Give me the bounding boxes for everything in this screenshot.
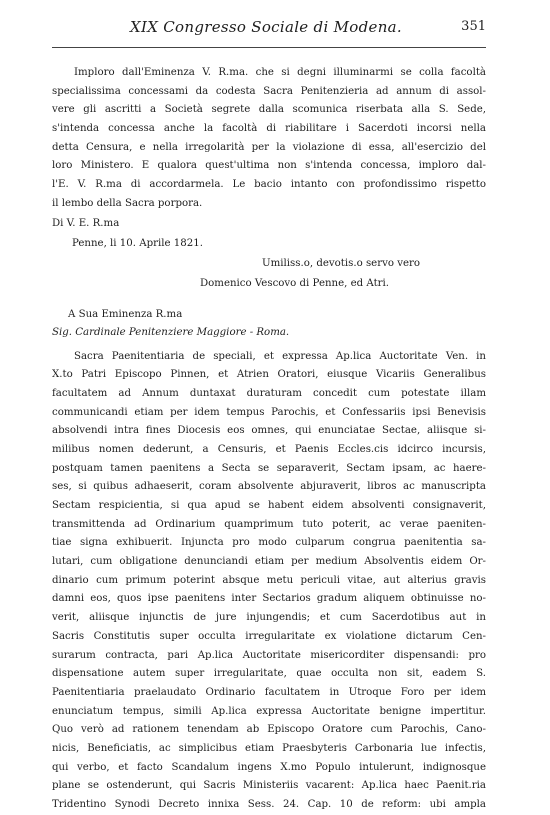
text-line: Sectam respicientia, si qua apud se habent eidem absolventi consignaverit, [52,500,486,511]
text-line: plane se ostenderunt, qui Sacris Ministeriis vacarent: Ap.lica haec Paenit.ria [52,780,486,792]
response-paragraph [52,348,486,815]
running-title: XIX Congresso Sociale di Modena. [130,18,402,36]
addressee-line: Sig. Cardinale Penitenziere Maggiore - Roma. [52,326,290,338]
page-header [52,18,486,40]
text-line: vere gli ascritti a Società segrete dalla scomunica riserbata alla S. Sede, [52,104,486,116]
text-line: tiae signa exhibuerit. Injuncta pro modo culparum congrua paenitentia sa- [52,537,486,549]
text-line: lutari, cum obligatione denunciandi etiam per medium Absolventis eidem Or- [52,556,486,568]
text-line: detta Censura, e nella irregolarità per la violazione di essa, all'esercizio del [52,141,486,153]
text-line: Imploro dall'Eminenza V. R.ma. che si degni illuminarmi se colla facoltà [74,67,486,78]
text-line: absolvendi intra fines Diocesis eos omnes, qui enunciatae Sectae, aliisque si- [52,425,486,437]
text-line: facultatem ad Annum duntaxat duraturam concedit cum potestate illam [52,387,486,399]
signoff: Umiliss.o, devotis.o servo vero [262,257,420,269]
text-line: loro Ministero. E qualora quest'ultima non s'intenda concessa, imploro dal- [52,160,486,172]
text-line: ses, si quibus adhaeserit, coram absolvente abjuraverit, libros ac manuscripta [52,481,486,493]
text-line: Sacris Constitutis super occulta irregularitate ex violatione dictarum Cen- [52,630,486,642]
text-line: nicis, Beneficiatis, ac simplicibus etiam Praesbyteris Carbonaria lue infectis, [52,742,486,754]
text-line: qui verbo, et facto Scandalum ingens X.mo Populo intulerunt, indignosque [52,761,486,773]
text-line: dispensatione autem super irregularitate, quae occulta non sit, eadem S. [52,668,486,680]
page-body [52,64,486,815]
text-line: s'intenda concessa anche la facoltà di riabilitare i Sacerdoti incorsi nella [52,123,486,135]
petition-paragraph [52,64,486,214]
text-line: Paenitentiaria praelaudato Ordinario facultatem in Utroque Foro per idem [52,686,486,698]
text-line: postquam tamen paenitens a Secta se separaverit, Sectam ipsam, ac haere- [52,462,486,474]
text-line: X.to Patri Episcopo Pinnen, et Atrien Oratori, eiusque Vicariis Generalibus [52,369,486,381]
text-line: transmittenda ad Ordinarium quamprimum tuto poterit, ac verae paeniten- [52,518,486,530]
text-line: specialissima concessami da codesta Sacra Penitenzieria ad annum di assol- [52,85,486,97]
addressee-line: A Sua Eminenza R.ma [68,308,183,320]
text-line: dinario cum primum poterint absque metu periculi vitae, aut alterius gravis [52,574,486,586]
salutation: Di V. E. R.ma [52,217,120,229]
text-line: Quo verò ad rationem tenendam ab Episcopo Oratore cum Parochis, Cano- [52,724,486,736]
page-number: 351 [461,19,486,34]
text-line: damni eos, quos ipse paenitens inter Sectarios gradum aliquem obtinuisse no- [52,593,486,605]
header-rule [52,47,486,48]
text-line: surarum contracta, pari Ap.lica Auctoritate misericorditer dispensandi: pro [52,649,486,661]
text-line: milibus nomen dederunt, a Censuris, et Paenis Eccles.cis idcirco incursis, [52,443,486,455]
text-line: verit, aliisque injunctis de jure injungendis; et cum Sacerdotibus aut in [52,612,486,624]
signature: Domenico Vescovo di Penne, ed Atri. [200,277,390,289]
place-date: Penne, li 10. Aprile 1821. [72,237,203,249]
text-line: il lembo della Sacra porpora. [52,197,203,209]
text-line: l'E. V. R.ma di accordarmela. Le bacio intanto con profondissimo rispetto [52,179,486,191]
text-line: communicandi etiam per idem tempus Parochis, et Confessariis ipsi Benevisis [52,406,486,418]
text-line: enunciatum tempus, simili Ap.lica expressa Auctoritate benigne impertitur. [52,705,486,717]
text-line: Tridentino Synodi Decreto innixa Sess. 24. Cap. 10 de reform: ubi ampla [52,799,486,810]
text-line: Sacra Paenitentiaria de speciali, et expressa Ap.lica Auctoritate Ven. in [74,350,486,362]
